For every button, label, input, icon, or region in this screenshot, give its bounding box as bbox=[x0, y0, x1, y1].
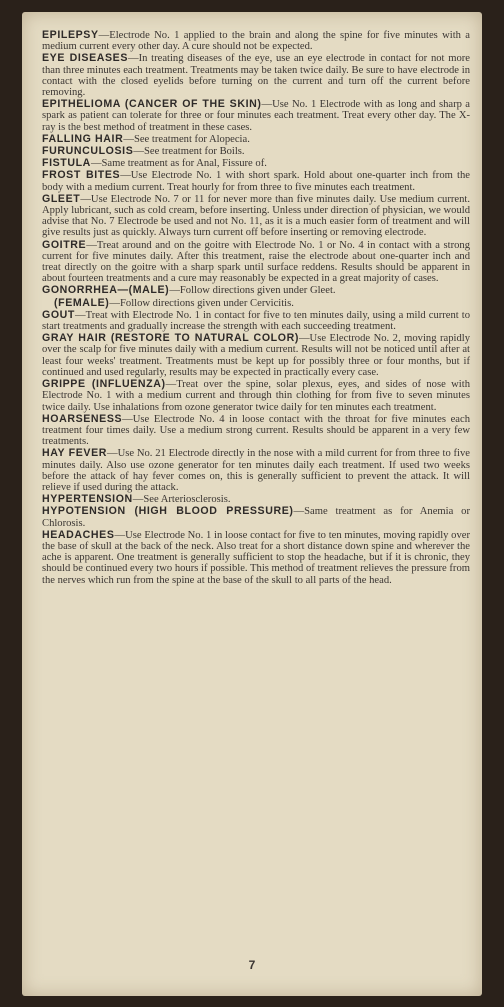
entry-goitre bbox=[42, 240, 470, 285]
entry-grippe bbox=[42, 379, 470, 413]
entry-heading: EPITHELIOMA (CANCER OF THE SKIN) bbox=[42, 98, 262, 111]
entry-heading: HAY FEVER bbox=[42, 447, 107, 460]
entry-hypotension bbox=[42, 506, 470, 528]
entry-heading: HYPERTENSION bbox=[42, 493, 133, 506]
entry-text: —Treat with Electrode No. 1 in contact for five to ten minutes daily, using a mild current to start treatments and gradually increase the strength with each succeeding treatment. bbox=[42, 309, 470, 333]
entry-heading: FURUNCULOSIS bbox=[42, 145, 134, 158]
entry-epilepsy bbox=[42, 30, 470, 52]
entry-eye-diseases bbox=[42, 53, 470, 98]
entry-text: —Use No. 1 Electrode with as long and sharp a spark as patient can tolerate for three or four minutes each treatment. Treat every other day. The X-ray is the best method of treatment in these cases. bbox=[42, 99, 470, 133]
entry-text: —Use Electrode No. 1 in loose contact for five to ten minutes, moving rapidly over the base of skull at the back of the neck. Also treat for a short distance down spine and wherever the ache is apparent. One treatment is generally sufficient to stop the headache, but if it is chronic, they should be continued every two hours if possible. This method of treatment relieves the pressure from the nerves which run from the spine at the base of the skull to all parts of the head. bbox=[42, 529, 470, 586]
entry-heading: GRAY HAIR (RESTORE TO NATURAL COLOR) bbox=[42, 332, 299, 345]
entry-text: —See treatment for Alopecia. bbox=[123, 133, 250, 145]
entry-gout bbox=[42, 310, 470, 332]
entry-text: —Same treatment as for Anemia or Chlorosis. bbox=[42, 506, 470, 529]
entry-frost-bites bbox=[42, 170, 470, 192]
entry-text: —Follow directions given under Gleet. bbox=[169, 285, 336, 297]
book-page bbox=[22, 12, 482, 996]
entry-gonorrhea-female bbox=[42, 298, 470, 309]
entry-list bbox=[42, 30, 470, 587]
entry-heading: GLEET bbox=[42, 192, 81, 205]
entry-headaches bbox=[42, 530, 470, 586]
entry-heading: GOITRE bbox=[42, 238, 87, 251]
entry-falling-hair bbox=[42, 134, 470, 145]
page-number: 7 bbox=[248, 958, 256, 972]
entry-hay-fever bbox=[42, 448, 470, 493]
entry-fistula bbox=[42, 158, 470, 169]
entry-gleet bbox=[42, 194, 470, 239]
entry-gonorrhea-male bbox=[42, 285, 470, 296]
entry-heading: GRIPPE (INFLUENZA) bbox=[42, 378, 166, 391]
entry-text: —Treat over the spine, solar plexus, eyes, and sides of nose with Electrode No. 1 with a medium current and through thin clothing for from five to seven minutes twice daily. Use inhalations from ozone generator twice daily for ten minutes each treatment. bbox=[42, 379, 470, 413]
entry-text: —Same treatment as for Anal, Fissure of. bbox=[90, 158, 267, 170]
entry-heading: HEADACHES bbox=[42, 528, 115, 541]
entry-hoarseness bbox=[42, 414, 470, 448]
entry-text: —See Arteriosclerosis. bbox=[132, 494, 231, 506]
entry-gray-hair bbox=[42, 333, 470, 378]
entry-text: —Use Electrode No. 1 with short spark. Hold about one-quarter inch from the body with a medium current. Treat hourly for from three to five minutes each treatment. bbox=[42, 170, 470, 193]
entry-text: —In treating diseases of the eye, use an eye electrode in contact for not more than three minutes each treatment. Treatments may be taken twice daily. Be sure to have electrode in contact with the closed eyelids before turning on the current and turn off the current before removing. bbox=[42, 53, 470, 99]
entry-heading: HYPOTENSION (HIGH BLOOD PRESSURE) bbox=[42, 505, 294, 518]
entry-text: —Follow directions given under Cervicitis. bbox=[109, 297, 294, 309]
entry-heading: EPILEPSY bbox=[42, 29, 99, 41]
entry-furunculosis bbox=[42, 146, 470, 157]
entry-hypertension bbox=[42, 494, 470, 505]
entry-heading: FROST BITES bbox=[42, 169, 121, 182]
entry-text: —Use Electrode No. 4 in loose contact with the throat for five minutes each treatment four times daily. Use a medium strong current. Results should be apparent in a very few treatments. bbox=[42, 413, 470, 448]
entry-heading: (FEMALE) bbox=[54, 296, 110, 309]
entry-heading: HOARSENESS bbox=[42, 412, 123, 425]
entry-text: —See treatment for Boils. bbox=[133, 146, 245, 158]
entry-heading: FALLING HAIR bbox=[42, 132, 124, 145]
entry-text: —Use No. 21 Electrode directly in the nose with a mild current for from three to five minutes daily. Also use ozone generator for ten minutes daily each treatment. If used two weeks before the attack of hay fever comes on, this is generally sufficient to prevent the attack. It will relieve if used during the attack. bbox=[42, 448, 470, 493]
entry-heading: FISTULA bbox=[42, 157, 91, 170]
entry-heading: GOUT bbox=[42, 308, 76, 321]
entry-heading: GONORRHEA—(MALE) bbox=[42, 284, 170, 297]
entry-epithelioma bbox=[42, 99, 470, 133]
entry-text: —Electrode No. 1 applied to the brain and along the spine for five minutes with a medium current every other day. A cure should not be expected. bbox=[42, 30, 470, 53]
entry-text: —Use Electrode No. 2, moving rapidly over the scalp for five minutes daily with a medium current. Results will not be noticed until after at least four weeks' treatment. Treatments must be kept up for possibly three or four months, but if continued and used regularly, results may be expected in practically every case. bbox=[42, 333, 470, 378]
entry-heading: EYE DISEASES bbox=[42, 52, 128, 65]
entry-text: —Treat around and on the goitre with Electrode No. 1 or No. 4 in contact with a strong current for five minutes daily. After this treatment, raise the electrode about one-quarter inch and treat directly on the goitre with a sharp spark until surface reddens. Results should be apparent in about fourteen treatments and a cure may reasonably be expected in a great majority of cases. bbox=[42, 239, 470, 285]
entry-text: —Use Electrode No. 7 or 11 for never more than five minutes daily. Use medium current. Apply lubricant, such as cold cream, before inserting. Unless under direction of physician, we would advise that No. 7 Electrode be used and not No. 11, as it is a much easier form of treatment and will give results just as quickly. Always turn current off before inserting or removing electrode. bbox=[42, 193, 470, 239]
